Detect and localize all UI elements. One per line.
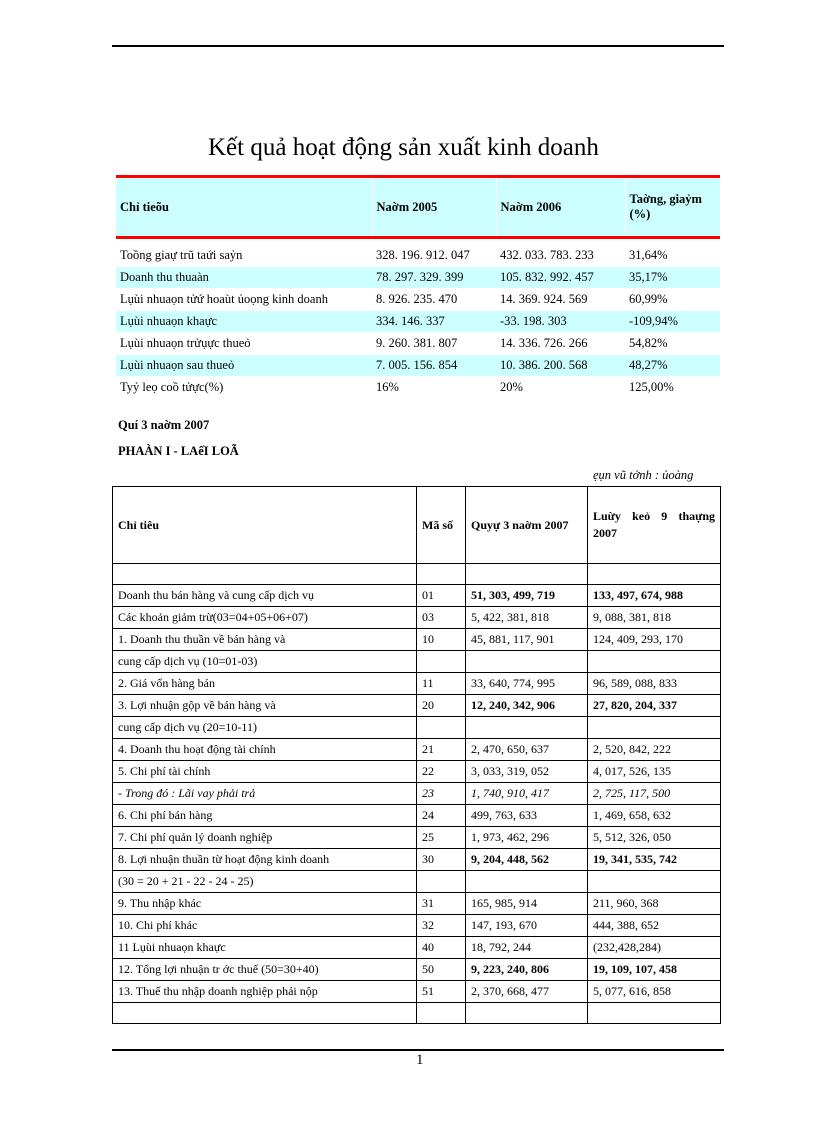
table-row	[113, 805, 721, 827]
table-row	[113, 981, 721, 1003]
income-cell	[588, 871, 721, 893]
income-cell	[588, 1003, 721, 1024]
income-cell: 11	[417, 673, 466, 695]
income-cell: (30 = 20 + 21 - 22 - 24 - 25)	[113, 871, 417, 893]
income-cell: 5. Chi phí tài chính	[113, 761, 417, 783]
income-header-indicator: Chỉ tiêu	[113, 487, 417, 564]
income-cell	[417, 651, 466, 673]
income-cell: 9, 204, 448, 562	[466, 849, 588, 871]
income-cell: 19, 341, 535, 742	[588, 849, 721, 871]
table-row	[113, 717, 721, 739]
income-cell: 1, 973, 462, 296	[466, 827, 588, 849]
income-cell	[466, 564, 588, 585]
header-rule	[112, 45, 724, 47]
income-cell: 2, 370, 668, 477	[466, 981, 588, 1003]
income-cell: 03	[417, 607, 466, 629]
income-cell: 33, 640, 774, 995	[466, 673, 588, 695]
summary-cell: Lụùi nhuaọn trửụực thueỏ	[116, 333, 372, 355]
table-row	[116, 333, 720, 355]
summary-table	[116, 175, 720, 399]
summary-cell: 9. 260. 381. 807	[372, 333, 496, 355]
summary-cell: 8. 926. 235. 470	[372, 289, 496, 311]
income-cell: 211, 960, 368	[588, 893, 721, 915]
table-row	[113, 651, 721, 673]
summary-header-change: Taờng, giaỷm (%)	[625, 177, 720, 238]
table-row	[113, 871, 721, 893]
table-row	[113, 739, 721, 761]
summary-cell: 14. 369. 924. 569	[496, 289, 625, 311]
summary-cell: 432. 033. 783. 233	[496, 245, 625, 267]
income-cell: 10. Chi phí khác	[113, 915, 417, 937]
summary-cell: -109,94%	[625, 311, 720, 333]
income-cell	[588, 651, 721, 673]
summary-header-row	[116, 177, 720, 238]
table-row	[116, 245, 720, 267]
summary-cell: 10. 386. 200. 568	[496, 355, 625, 377]
income-cell: - Trong đó : Lãi vay phải trả	[113, 783, 417, 805]
income-cell: 3, 033, 319, 052	[466, 761, 588, 783]
income-cell	[113, 1003, 417, 1024]
income-cell: 124, 409, 293, 170	[588, 629, 721, 651]
income-cell: 165, 985, 914	[466, 893, 588, 915]
income-cell: 6. Chi phí bán hàng	[113, 805, 417, 827]
income-cell: 22	[417, 761, 466, 783]
table-row	[113, 695, 721, 717]
income-cell: 2, 470, 650, 637	[466, 739, 588, 761]
income-cell: 40	[417, 937, 466, 959]
table-row	[116, 289, 720, 311]
income-cell: 1, 740, 910, 417	[466, 783, 588, 805]
income-cell: 20	[417, 695, 466, 717]
income-cell: 4, 017, 526, 135	[588, 761, 721, 783]
part-heading: PHAÀN I - LAếI LOÃ	[118, 444, 239, 458]
income-cell: 32	[417, 915, 466, 937]
income-cell: 1, 469, 658, 632	[588, 805, 721, 827]
table-row	[113, 893, 721, 915]
income-cell	[466, 871, 588, 893]
summary-cell: 16%	[372, 377, 496, 399]
income-cell: 9. Thu nhập khác	[113, 893, 417, 915]
income-cell: 3. Lợi nhuận gộp về bán hàng và	[113, 695, 417, 717]
income-cell: 2, 520, 842, 222	[588, 739, 721, 761]
summary-cell: Lụùi nhuaọn sau thueỏ	[116, 355, 372, 377]
income-cell	[466, 1003, 588, 1024]
income-cell	[417, 564, 466, 585]
income-cell: 45, 881, 117, 901	[466, 629, 588, 651]
income-cell	[466, 717, 588, 739]
income-header-row	[113, 487, 721, 564]
table-row	[116, 311, 720, 333]
summary-cell: Tyỷ leọ coồ tửực(%)	[116, 377, 372, 399]
table-row	[116, 377, 720, 399]
summary-cell: 31,64%	[625, 245, 720, 267]
income-cell: 9, 088, 381, 818	[588, 607, 721, 629]
income-cell: 18, 792, 244	[466, 937, 588, 959]
income-cell: 12. Tổng lợi nhuận tr ớc thuế (50=30+40)	[113, 959, 417, 981]
summary-cell: 78. 297. 329. 399	[372, 267, 496, 289]
summary-cell: Lụùi nhuaọn khaực	[116, 311, 372, 333]
income-cell: 5, 512, 326, 050	[588, 827, 721, 849]
table-row	[113, 959, 721, 981]
page-number: 1	[416, 1052, 424, 1068]
table-row	[116, 355, 720, 377]
income-cell: 13. Thuế thu nhập doanh nghiệp phải nộp	[113, 981, 417, 1003]
summary-spacer	[116, 238, 720, 246]
summary-cell: -33. 198. 303	[496, 311, 625, 333]
income-cell	[588, 564, 721, 585]
income-cell: 96, 589, 088, 833	[588, 673, 721, 695]
income-cell: 8. Lợi nhuận thuần từ hoạt động kinh doanh	[113, 849, 417, 871]
income-cell: 2. Giá vốn hàng bán	[113, 673, 417, 695]
income-cell: Các khoản giảm trừ(03=04+05+06+07)	[113, 607, 417, 629]
income-cell: 30	[417, 849, 466, 871]
income-cell: 19, 109, 107, 458	[588, 959, 721, 981]
summary-cell: 105. 832. 992. 457	[496, 267, 625, 289]
income-cell: Doanh thu bán hàng và cung cấp dịch vụ	[113, 585, 417, 607]
summary-cell: 60,99%	[625, 289, 720, 311]
income-cell: 24	[417, 805, 466, 827]
income-cell: 444, 388, 652	[588, 915, 721, 937]
income-cell: 133, 497, 674, 988	[588, 585, 721, 607]
income-cell	[588, 717, 721, 739]
table-row	[113, 827, 721, 849]
income-cell	[417, 871, 466, 893]
income-table	[112, 486, 721, 1024]
summary-cell: 48,27%	[625, 355, 720, 377]
income-cell: 27, 820, 204, 337	[588, 695, 721, 717]
income-cell: (232,428,284)	[588, 937, 721, 959]
income-cell	[113, 564, 417, 585]
summary-header-2005: Naờm 2005	[372, 177, 496, 238]
income-cell: 31	[417, 893, 466, 915]
income-cell: 10	[417, 629, 466, 651]
summary-cell: 20%	[496, 377, 625, 399]
income-cell: 2, 725, 117, 500	[588, 783, 721, 805]
quarter-heading: Quí 3 naờm 2007	[118, 418, 210, 432]
summary-cell: Doanh thu thuaàn	[116, 267, 372, 289]
footer-rule	[112, 1049, 724, 1051]
summary-header-indicator: Chỉ tieõu	[116, 177, 372, 238]
income-header-ytd: Luừy keỏ 9 thaựng 2007	[588, 487, 721, 564]
table-row	[113, 629, 721, 651]
income-cell: 12, 240, 342, 906	[466, 695, 588, 717]
income-cell: 25	[417, 827, 466, 849]
summary-cell: 54,82%	[625, 333, 720, 355]
income-header-code: Mã số	[417, 487, 466, 564]
unit-note: ẹụn vũ tớnh : ủoàng	[593, 468, 694, 482]
income-cell: 4. Doanh thu hoạt động tài chính	[113, 739, 417, 761]
income-cell: 499, 763, 633	[466, 805, 588, 827]
income-cell: 21	[417, 739, 466, 761]
income-cell	[417, 1003, 466, 1024]
income-cell: cung cấp dịch vụ (20=10-11)	[113, 717, 417, 739]
income-cell: 01	[417, 585, 466, 607]
table-row	[113, 585, 721, 607]
income-cell: 9, 223, 240, 806	[466, 959, 588, 981]
income-cell: 5, 077, 616, 858	[588, 981, 721, 1003]
summary-cell: 334. 146. 337	[372, 311, 496, 333]
income-cell: 23	[417, 783, 466, 805]
summary-cell: Lụùi nhuaọn tửứ hoaùt ủoọng kinh doanh	[116, 289, 372, 311]
table-row	[113, 761, 721, 783]
table-row	[113, 783, 721, 805]
table-row	[116, 267, 720, 289]
table-row	[113, 849, 721, 871]
income-cell: 11 Lụùi nhuaọn khaực	[113, 937, 417, 959]
summary-cell: 35,17%	[625, 267, 720, 289]
income-cell: 7. Chi phí quản lý doanh nghiệp	[113, 827, 417, 849]
summary-cell: 14. 336. 726. 266	[496, 333, 625, 355]
income-cell: 51, 303, 499, 719	[466, 585, 588, 607]
summary-cell: Toồng giaự trũ taứi saỷn	[116, 245, 372, 267]
income-cell: 5, 422, 381, 818	[466, 607, 588, 629]
income-cell	[466, 651, 588, 673]
income-cell: 51	[417, 981, 466, 1003]
summary-header-2006: Naờm 2006	[496, 177, 625, 238]
table-row	[113, 1003, 721, 1024]
income-cell: 1. Doanh thu thuần về bán hàng và	[113, 629, 417, 651]
page-title: Kết quả hoạt động sản xuất kinh doanh	[208, 134, 599, 161]
table-row	[113, 673, 721, 695]
income-cell: cung cấp dịch vụ (10=01-03)	[113, 651, 417, 673]
income-cell: 147, 193, 670	[466, 915, 588, 937]
income-cell: 50	[417, 959, 466, 981]
summary-cell: 125,00%	[625, 377, 720, 399]
summary-cell: 328. 196. 912. 047	[372, 245, 496, 267]
income-header-quarter: Quyự 3 naờm 2007	[466, 487, 588, 564]
table-row	[113, 564, 721, 585]
table-row	[113, 915, 721, 937]
table-row	[113, 937, 721, 959]
table-row	[113, 607, 721, 629]
summary-cell: 7. 005. 156. 854	[372, 355, 496, 377]
income-cell	[417, 717, 466, 739]
